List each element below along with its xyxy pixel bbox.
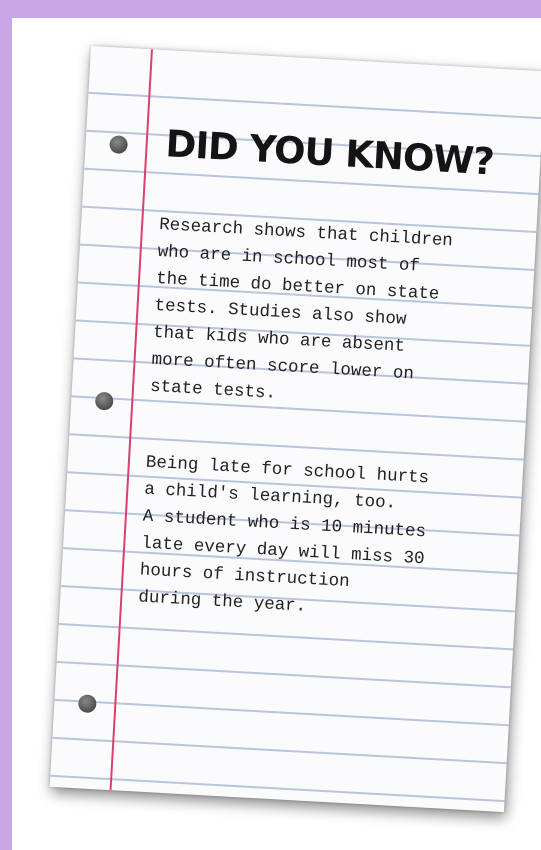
note-title: DID YOU KNOW?: [164, 122, 495, 184]
binder-hole-icon: [109, 135, 128, 154]
margin-line: [110, 49, 153, 790]
notebook-paper: [50, 46, 541, 812]
binder-hole-icon: [95, 392, 114, 411]
white-frame: [12, 18, 541, 850]
research-paragraph: Research shows that children who are in school most of the time do better on state tests. Studies also show that kids who are absent more often score lower on state tests.: [149, 214, 454, 404]
binder-hole-icon: [78, 694, 97, 713]
late-paragraph: Being late for school hurts a child's learning, too. A student who is 10 minutes late every day will miss 30 hours of instruction during the year.: [137, 452, 430, 617]
